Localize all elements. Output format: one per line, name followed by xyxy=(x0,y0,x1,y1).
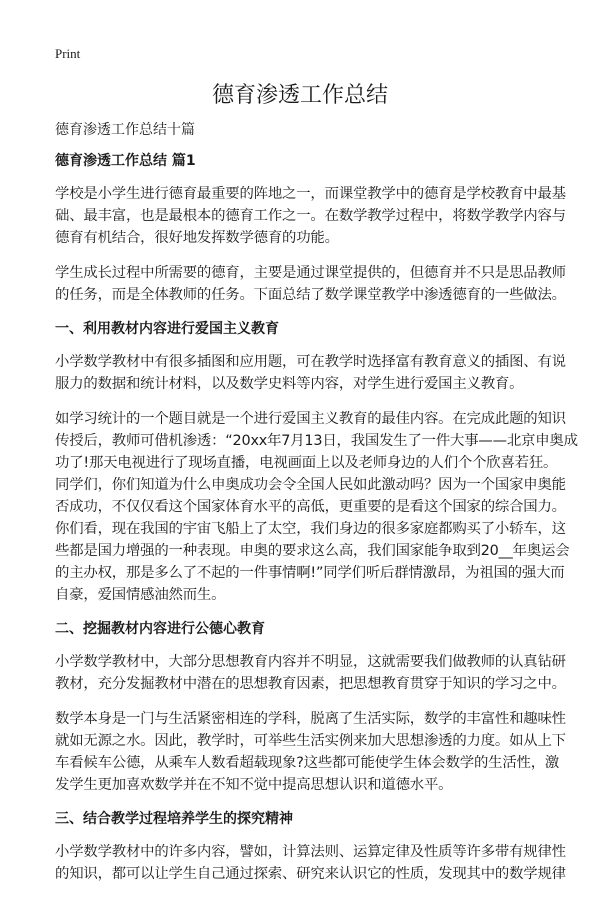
paragraph-line: 服力的数据和统计材料，以及数学史料等内容，对学生进行爱国主义教育。 xyxy=(55,376,524,392)
paragraph-line: 自豪，爱国情感油然而生。 xyxy=(55,587,226,603)
paragraph-line: 的主办权，那是多么了不起的一件事情啊!”同学们听后群情激昂，为祖国的强大而 xyxy=(55,565,565,581)
paragraph-line: 小学数学教材中有很多插图和应用题，可在教学时选择富有教育意义的插图、有说 xyxy=(55,354,566,370)
paragraph-line: 发学生更加喜欢数学并在不知不觉中提高思想认识和道德水平。 xyxy=(55,777,453,793)
paragraph-line: 学生成长过程中所需要的德育，主要是通过课堂提供的，但德育并不只是思品教师 xyxy=(55,265,566,281)
paragraph xyxy=(55,262,566,306)
paragraph xyxy=(55,183,566,249)
paragraph-line: 就如无源之水。因此，教学时，可举些生活实例来加大思想渗透的力度。如从上下 xyxy=(55,733,566,749)
paragraph-line: 传授后，教师可借机渗透：“20xx年7月13日，我国发生了一件大事——北京申奥成 xyxy=(55,433,578,449)
paragraph-line: 的任务，而是全体教师的任务。下面总结了数学课堂教学中渗透德育的一些做法。 xyxy=(55,287,566,303)
paragraph xyxy=(55,651,566,695)
section-heading: 德育渗透工作总结 篇1 xyxy=(55,153,196,169)
paragraph xyxy=(55,408,578,606)
section-heading: 三、结合教学过程培养学生的探究精神 xyxy=(55,811,293,827)
section-heading: 一、利用教材内容进行爱国主义教育 xyxy=(55,321,279,337)
paragraph-line: 同学们，你们知道为什么申奥成功会令全国人民如此激动吗？因为一个国家申奥能 xyxy=(55,477,566,493)
paragraph-line: 础、最丰富，也是最根本的德育工作之一。在数学教学过程中，将数学教学内容与 xyxy=(55,208,566,224)
paragraph-line: 小学数学教材中，大部分思想教育内容并不明显，这就需要我们做教师的认真钻研 xyxy=(55,654,566,670)
paragraph-line: 功了!那天电视进行了现场直播，电视画面上以及老师身边的人们个个欣喜若狂。 xyxy=(55,455,558,471)
paragraph-line: 你们看，现在我国的宇宙飞船上了太空，我们身边的很多家庭都购买了小轿车，这 xyxy=(55,521,566,537)
paragraph-line: 否成功，不仅仅看这个国家体育水平的高低，更重要的是看这个国家的综合国力。 xyxy=(55,499,566,515)
paragraph-line: 数学本身是一门与生活紧密相连的学科，脱离了生活实际，数学的丰富性和趣味性 xyxy=(55,711,566,727)
paragraph-line: 教材，充分发掘教材中潜在的思想教育因素，把思想教育贯穿于知识的学习之中。 xyxy=(55,676,566,692)
paragraph xyxy=(55,841,566,885)
paragraph-line: 些都是国力增强的一种表现。申奥的要求这么高，我们国家能争取到20__年奥运会 xyxy=(55,543,570,559)
section-heading: 二、挖掘教材内容进行公德心教育 xyxy=(55,621,265,637)
paragraph-line: 车看候车公德，从乘车人数看超载现象?这些都可能使学生体会数学的生活性，激 xyxy=(55,755,560,771)
page-title: 德育渗透工作总结 xyxy=(211,83,388,108)
print-link[interactable]: Print xyxy=(55,46,81,61)
paragraph xyxy=(55,351,566,395)
paragraph-line: 学校是小学生进行德育最重要的阵地之一，而课堂教学中的德育是学校教育中最基 xyxy=(55,186,566,202)
paragraph-line: 的知识，都可以让学生自己通过探索、研究来认识它的性质，发现其中的数学规律 xyxy=(55,866,566,882)
paragraph-line: 德育有机结合，很好地发挥数学德育的功能。 xyxy=(55,230,339,246)
paragraph xyxy=(55,708,566,796)
paragraph-line: 如学习统计的一个题目就是一个进行爱国主义教育的最佳内容。在完成此题的知识 xyxy=(55,411,566,427)
document-subtitle: 德育渗透工作总结十篇 xyxy=(55,122,195,138)
paragraph-line: 小学数学教材中的许多内容，譬如，计算法则、运算定律及性质等许多带有规律性 xyxy=(55,844,566,860)
document-body xyxy=(55,120,578,898)
